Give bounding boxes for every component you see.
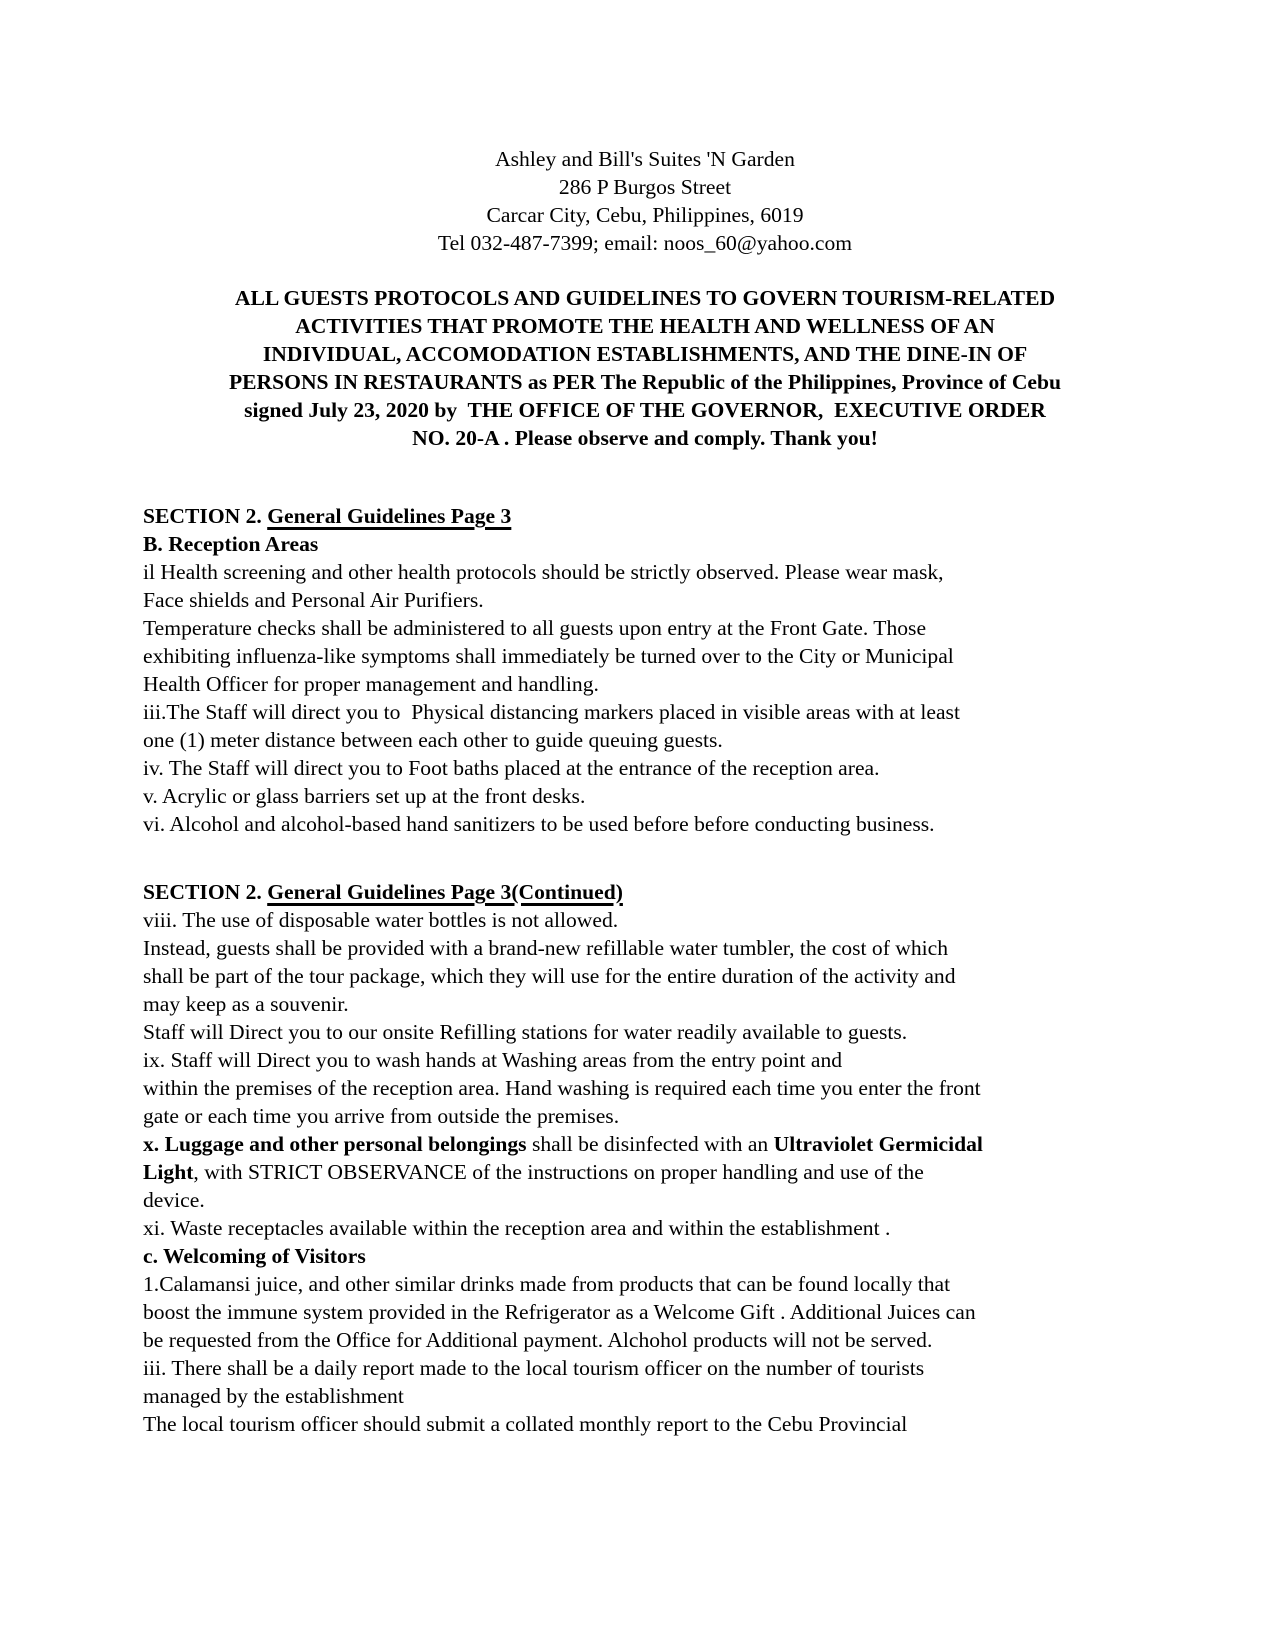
text-segment: Ultraviolet Germicidal xyxy=(773,1132,983,1156)
text-line xyxy=(143,396,1147,424)
section-body xyxy=(143,530,1147,838)
section-body xyxy=(143,906,1147,1438)
text-segment: within the premises of the reception area. Hand washing is required each time you enter the front xyxy=(143,1076,981,1100)
text-segment: Health Officer for proper management and handling. xyxy=(143,672,599,696)
text-line xyxy=(143,424,1147,452)
text-line xyxy=(143,173,1147,201)
text-line xyxy=(143,726,1147,754)
text-segment: one (1) meter distance between each other to guide queuing guests. xyxy=(143,728,723,752)
text-segment: NO. 20-A . Please observe and comply. Thank you! xyxy=(412,426,878,450)
text-line xyxy=(143,1186,1147,1214)
text-segment: ALL GUESTS PROTOCOLS AND GUIDELINES TO GOVERN TOURISM-RELATED xyxy=(234,286,1056,310)
section-general-guidelines-page-3 xyxy=(143,502,1147,838)
text-segment: viii. The use of disposable water bottles is not allowed. xyxy=(143,908,619,932)
text-segment: General Guidelines Page 3 xyxy=(267,504,512,528)
text-line xyxy=(143,586,1147,614)
text-segment: General Guidelines Page 3(Continued) xyxy=(267,880,623,904)
section-heading xyxy=(143,502,1147,530)
text-line xyxy=(143,145,1147,173)
text-line xyxy=(143,810,1147,838)
text-segment: SECTION 2. xyxy=(143,504,268,528)
text-segment: v. Acrylic or glass barriers set up at the front desks. xyxy=(143,784,586,808)
text-segment: exhibiting influenza-like symptoms shall immediately be turned over to the City or Municipal xyxy=(143,644,954,668)
text-line xyxy=(143,558,1147,586)
text-segment: vi. Alcohol and alcohol-based hand sanitizers to be used before before conducting business. xyxy=(143,812,935,836)
text-line xyxy=(143,1242,1147,1270)
text-line xyxy=(143,1214,1147,1242)
text-segment: 1.Calamansi juice, and other similar drinks made from products that can be found locally that xyxy=(143,1272,951,1296)
text-line xyxy=(143,530,1147,558)
text-segment: SECTION 2. xyxy=(143,880,268,904)
text-segment: signed July 23, 2020 by THE OFFICE OF THE GOVERNOR, EXECUTIVE ORDER xyxy=(244,398,1046,422)
text-segment: , with STRICT OBSERVANCE of the instructions on proper handling and use of the xyxy=(193,1160,924,1184)
text-line xyxy=(143,1326,1147,1354)
text-segment: ix. Staff will Direct you to wash hands at Washing areas from the entry point and xyxy=(143,1048,843,1072)
text-segment: iii.The Staff will direct you to Physical distancing markers placed in visible areas with at least xyxy=(143,700,960,724)
text-segment: 286 P Burgos Street xyxy=(558,175,732,199)
text-segment: iii. There shall be a daily report made to the local tourism officer on the number of tourists xyxy=(143,1356,925,1380)
text-segment: INDIVIDUAL, ACCOMODATION ESTABLISHMENTS, AND THE DINE-IN OF xyxy=(262,342,1028,366)
text-line xyxy=(143,1158,1147,1186)
text-line xyxy=(143,782,1147,810)
text-line xyxy=(143,934,1147,962)
text-line xyxy=(143,614,1147,642)
text-segment: Face shields and Personal Air Purifiers. xyxy=(143,588,484,612)
text-segment: Light xyxy=(143,1160,194,1184)
text-segment: Staff will Direct you to our onsite Refilling stations for water readily available to guests. xyxy=(143,1020,908,1044)
section-general-guidelines-page-3-continued xyxy=(143,878,1147,1438)
text-segment: PERSONS IN RESTAURANTS as PER The Republic of the Philippines, Province of Cebu xyxy=(228,370,1062,394)
text-line xyxy=(143,1018,1147,1046)
text-line xyxy=(143,312,1147,340)
text-line xyxy=(143,670,1147,698)
text-line xyxy=(143,754,1147,782)
text-segment: c. Welcoming of Visitors xyxy=(143,1244,366,1268)
text-line xyxy=(143,1074,1147,1102)
text-segment: shall be part of the tour package, which they will use for the entire duration of the activity and xyxy=(143,964,956,988)
text-segment: xi. Waste receptacles available within the reception area and within the establishment . xyxy=(143,1216,891,1240)
text-line xyxy=(143,1270,1147,1298)
text-segment: managed by the establishment xyxy=(143,1384,404,1408)
text-line xyxy=(143,368,1147,396)
text-segment: boost the immune system provided in the Refrigerator as a Welcome Gift . Additional Juices can xyxy=(143,1300,976,1324)
text-line xyxy=(143,1410,1147,1438)
text-line xyxy=(143,284,1147,312)
text-line xyxy=(143,229,1147,257)
text-segment: x. Luggage and other personal belongings xyxy=(143,1132,527,1156)
text-line xyxy=(143,962,1147,990)
text-line xyxy=(143,201,1147,229)
text-line xyxy=(143,906,1147,934)
letterhead xyxy=(143,145,1147,257)
text-line xyxy=(143,1382,1147,1410)
text-segment: shall be disinfected with an xyxy=(526,1132,774,1156)
text-segment: Tel 032-487-7399; email: noos_60@yahoo.com xyxy=(437,231,853,255)
text-segment: B. Reception Areas xyxy=(143,532,319,556)
text-line xyxy=(143,1102,1147,1130)
text-line xyxy=(143,340,1147,368)
text-line xyxy=(143,698,1147,726)
text-segment: may keep as a souvenir. xyxy=(143,992,349,1016)
text-line xyxy=(143,990,1147,1018)
text-segment: Temperature checks shall be administered to all guests upon entry at the Front Gate. Those xyxy=(143,616,927,640)
text-segment: Ashley and Bill's Suites 'N Garden xyxy=(495,147,795,171)
text-segment: Instead, guests shall be provided with a brand-new refillable water tumbler, the cost of which xyxy=(143,936,949,960)
text-line xyxy=(143,1046,1147,1074)
text-line xyxy=(143,1298,1147,1326)
text-segment: Carcar City, Cebu, Philippines, 6019 xyxy=(486,203,804,227)
text-segment: il Health screening and other health protocols should be strictly observed. Please wear mask, xyxy=(143,560,944,584)
text-segment: ACTIVITIES THAT PROMOTE THE HEALTH AND WELLNESS OF AN xyxy=(295,314,995,338)
text-line xyxy=(143,1130,1147,1158)
section-heading xyxy=(143,878,1147,906)
text-segment: gate or each time you arrive from outside the premises. xyxy=(143,1104,620,1128)
text-segment: be requested from the Office for Additional payment. Alchohol products will not be served. xyxy=(143,1328,933,1352)
text-line xyxy=(143,642,1147,670)
text-line xyxy=(143,1354,1147,1382)
document-title xyxy=(143,284,1147,452)
text-segment: iv. The Staff will direct you to Foot baths placed at the entrance of the reception area. xyxy=(143,756,880,780)
text-segment: device. xyxy=(143,1188,205,1212)
text-segment: The local tourism officer should submit a collated monthly report to the Cebu Provincial xyxy=(143,1412,908,1436)
